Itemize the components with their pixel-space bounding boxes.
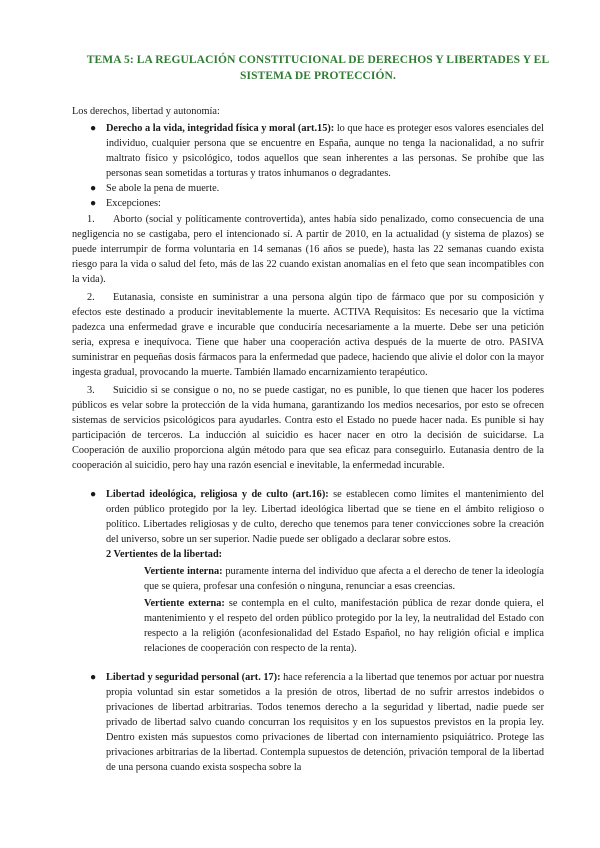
vertiente-text: se contempla en el culto, manifestación pública de rezar donde quiera, el mantenimiento y el respeto del orden público protegido por la ley, la neutralidad del Estado con respecto a la religión (aconfesionalidad del Estado Español, no hay religión oficial e implica relaciones de cooperación con respecto de la renta). [144, 598, 544, 654]
item-number: 1. [87, 214, 95, 225]
bullet-right-to-life [72, 121, 544, 181]
bullet-lead: Libertad ideológica, religiosa y de culto (art.16): [106, 489, 329, 500]
vertiente-lead: Vertiente interna: [144, 566, 223, 577]
vertiente-externa [72, 596, 544, 656]
item-text: Eutanasia, consiste en suministrar a una persona algún tipo de fármaco que por su composición y efectos este destinado a producir inevitablemente la muerte. ACTIVA Requisitos: Es necesario que la víctima padezca una enfermedad grave e incurable que conduciría necesariamente a la muerte. Debe ser una petición seria, expresa e inequívoca. Tiene que haber una cooperación activa después de la muerte de otro. PASIVA suministrar en pequeñas dosis fármacos para la enfermedad que padece, haciendo que alivie el dolor con la mayor ingesta gradual, provocando la muerte. También llamado encarnizamiento terapéutico. [72, 292, 544, 378]
subheading-vertientes: 2 Vertientes de la libertad: [106, 549, 223, 560]
item-text: Suicidio si se consigue o no, no se puede castigar, no es punible, lo que tienen que hacer los poderes públicos es velar sobre la protección de la vida humana, garantizando los medios necesarios, por esto se ofrecen sistemas de servicios psicológicos para ayudarles. Contra esto el Estado no puede hacer nada. Es punible si hay participación de terceros. La inducción al suicidio es hacer nacer en otro la decisión de suicidarse. La Cooperación de auxilio proporciona algún método para que sea eficaz para conseguirlo. Eutanasia dentro de la cooperación al suicidio, pero hay una razón esencial e inevitable, la enfermedad incurable. [72, 385, 544, 471]
bullet-icon: ● [90, 183, 97, 194]
bullet-personal-freedom [72, 670, 544, 775]
bullet-icon: ● [90, 672, 97, 683]
bullet-ideological-freedom [72, 487, 544, 547]
item-number: 2. [87, 292, 95, 303]
bullet-text: lo que hace es proteger esos valores esenciales del individuo, cualquier persona que se encuentre en España, aunque no tenga la nacionalidad, a no sufrir maltrato físico y psicológico, todos aquellos que sean inherentes a las personas. Se prohíbe que las personas sean sometidas a torturas y tratos inhumanos o degradantes. [106, 123, 544, 179]
bullet-death-penalty [72, 181, 544, 196]
intro-line: Los derechos, libertad y autonomía: [72, 106, 220, 117]
bullet-text: hace referencia a la libertad que tenemos por actuar por nuestra propia voluntad sin estar sometidos a la presión de otros, libertad de no sufrir arrestos indebidos o privaciones de libertad arbitrarias. Todos tenemos derecho a la seguridad y libertad, nadie puede ser privado de libertad salvo cuando concurran los requisitos y en los supuestos previstos en la propia ley. Dentro existen más supuestos como privaciones de libertad con internamiento psiquiátrico. Protege las privaciones arbitrarias de la libertad. Contempla supuestos de detención, privación temporal de la libertad de una persona cuando exista sospecha sobre la [106, 672, 544, 773]
bullet-lead: Derecho a la vida, integridad física y moral (art.15): [106, 123, 335, 134]
bullet-icon: ● [90, 198, 97, 209]
item-text: Aborto (social y políticamente controvertida), antes había sido penalizado, como consecuencia de una negligencia no se castigaba, pero el intencionado sí. A partir de 2010, en la actualidad (y sistema de plazos) se puede interrumpir de forma voluntaria en 14 semanas (16 años se puede), hasta las 22 semanas cuando exista riesgo para la vida o salud del feto, más de las 22 cuando existan anomalías en el feto que sean incompatibles con la vida). [72, 214, 544, 285]
numbered-item-euthanasia [72, 290, 544, 380]
vertiente-text: puramente interna del individuo que afecta a el derecho de tener la ideología que se quiera, profesar una confesión o ninguna, renunciar a esas creencias. [144, 566, 544, 592]
bullet-lead: Libertad y seguridad personal (art. 17): [106, 672, 281, 683]
bullet-text: Excepciones: [106, 198, 161, 209]
vertiente-lead: Vertiente externa: [144, 598, 225, 609]
item-number: 3. [87, 385, 95, 396]
bullet-icon: ● [90, 489, 97, 500]
page-title: TEMA 5: LA REGULACIÓN CONSTITUCIONAL DE DERECHOS Y LIBERTADES Y EL SISTEMA DE PROTECCIÓN. [86, 54, 550, 82]
numbered-item-suicide [72, 383, 544, 473]
spacer [72, 473, 544, 487]
vertiente-interna [72, 564, 544, 594]
bullet-text: Se abole la pena de muerte. [106, 183, 220, 194]
bullet-icon: ● [90, 123, 97, 134]
numbered-item-abortion [72, 212, 544, 287]
bullet-exceptions [72, 196, 544, 211]
bullet-text: se establecen como límites el mantenimiento del orden público protegido por la ley. Libertad ideológica libertad que se tiene en el ámbito religioso o político. Libertades religiosas y de culto, derecho que tenemos para tener convicciones sobre la creación del universo, sobre un ser superior. Nadie puede ser obligado a declarar sobre estos. [106, 489, 544, 545]
spacer [72, 656, 544, 670]
